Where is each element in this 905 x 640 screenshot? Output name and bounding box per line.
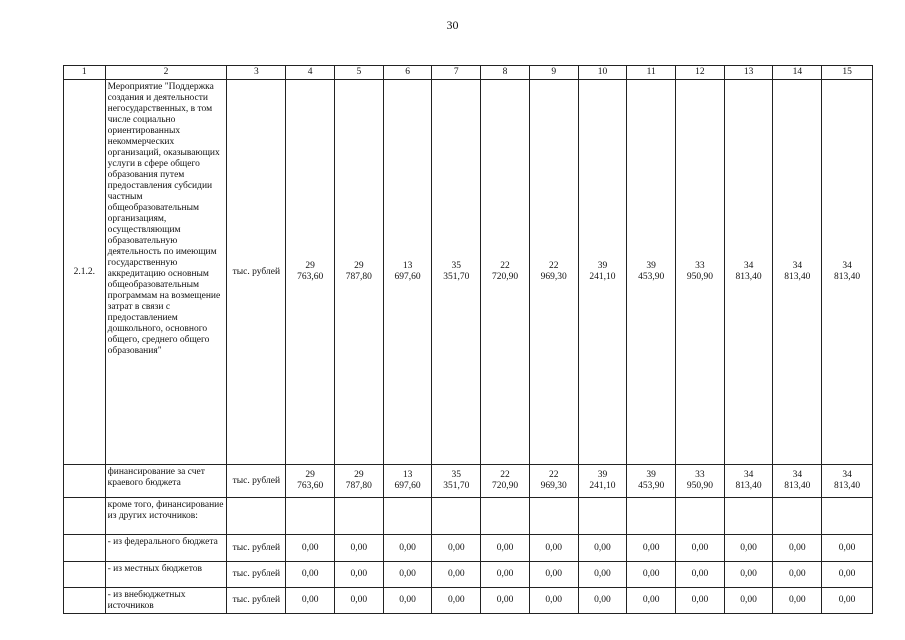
extrabudgetary-row [64, 588, 873, 614]
amount-remainder: 813,40 [735, 272, 762, 282]
amount-remainder: 787,80 [345, 272, 372, 282]
amount-cell [724, 80, 773, 465]
amount-thousands: 39 [646, 261, 656, 271]
amount-cell [481, 465, 530, 498]
amount-cell [383, 465, 432, 498]
amount-cell: 0,00 [286, 588, 335, 614]
amount-thousands: 34 [842, 261, 852, 271]
amount-cell [481, 80, 530, 465]
column-number-header: 1 [64, 66, 106, 80]
federal-budget-row [64, 535, 873, 562]
amount-cell: 0,00 [529, 588, 578, 614]
column-number-header: 5 [334, 66, 383, 80]
federal-budget-label: - из федерального бюджета [105, 535, 227, 562]
amount-thousands: 34 [792, 261, 803, 271]
unit-cell: тыс. рублей [227, 588, 286, 614]
column-number-header: 7 [432, 66, 481, 80]
amount-cell: 0,00 [383, 588, 432, 614]
extrabudgetary-label: - из внебюджетных источников [105, 588, 227, 614]
amount-cell [286, 80, 335, 465]
empty-cell [529, 498, 578, 535]
amount-cell: 0,00 [627, 562, 676, 588]
amount-cell [627, 80, 676, 465]
amount-remainder: 697,60 [394, 481, 421, 491]
column-number-header: 8 [481, 66, 530, 80]
local-budget-label: - из местных бюджетов [105, 562, 227, 588]
krai-budget-label: финансирование за счет краевого бюджета [105, 465, 227, 498]
amount-cell: 0,00 [822, 562, 873, 588]
row-code: 2.1.2. [64, 80, 106, 465]
column-number-header: 10 [578, 66, 627, 80]
amount-thousands: 39 [597, 470, 608, 480]
unit-cell: тыс. рублей [227, 465, 286, 498]
amount-cell: 0,00 [481, 535, 530, 562]
empty-cell [64, 588, 106, 614]
amount-cell: 0,00 [627, 588, 676, 614]
empty-cell [724, 498, 773, 535]
amount-cell: 0,00 [676, 535, 725, 562]
amount-remainder: 453,90 [638, 272, 665, 282]
column-number-header: 4 [286, 66, 335, 80]
amount-remainder: 950,90 [686, 481, 713, 491]
empty-cell [481, 498, 530, 535]
amount-remainder: 697,60 [394, 272, 421, 282]
amount-remainder: 969,30 [540, 272, 567, 282]
amount-cell [383, 80, 432, 465]
amount-thousands: 22 [500, 470, 510, 480]
amount-cell [773, 80, 822, 465]
amount-cell: 0,00 [383, 562, 432, 588]
budget-table [63, 65, 873, 614]
amount-cell: 0,00 [773, 535, 822, 562]
amount-cell: 0,00 [529, 562, 578, 588]
amount-cell [334, 465, 383, 498]
amount-thousands: 29 [305, 470, 315, 480]
amount-cell: 0,00 [724, 588, 773, 614]
amount-thousands: 39 [597, 261, 608, 271]
column-number-header: 12 [676, 66, 725, 80]
amount-remainder: 763,60 [297, 272, 324, 282]
amount-remainder: 787,80 [345, 481, 372, 491]
empty-cell [227, 498, 286, 535]
amount-cell [676, 465, 725, 498]
amount-remainder: 720,90 [491, 481, 519, 491]
amount-cell [773, 465, 822, 498]
amount-cell [822, 80, 873, 465]
amount-cell: 0,00 [432, 588, 481, 614]
amount-cell [676, 80, 725, 465]
empty-cell [432, 498, 481, 535]
page-number: 30 [446, 18, 459, 32]
empty-cell [773, 498, 822, 535]
amount-cell [627, 465, 676, 498]
empty-cell [383, 498, 432, 535]
amount-thousands: 34 [743, 470, 754, 480]
empty-cell [64, 562, 106, 588]
amount-cell: 0,00 [676, 562, 725, 588]
other-sources-label: кроме того, финансирование из других источников: [105, 498, 227, 535]
amount-cell [822, 465, 873, 498]
amount-cell: 0,00 [724, 562, 773, 588]
amount-thousands: 33 [695, 261, 705, 271]
amount-remainder: 950,90 [686, 272, 713, 282]
amount-cell: 0,00 [724, 535, 773, 562]
amount-remainder: 720,90 [491, 272, 519, 282]
amount-cell: 0,00 [286, 562, 335, 588]
amount-remainder: 763,60 [297, 481, 324, 491]
measure-row [64, 80, 873, 465]
column-number-header: 14 [773, 66, 822, 80]
amount-thousands: 29 [354, 470, 364, 480]
amount-remainder: 813,40 [834, 272, 861, 282]
amount-remainder: 241,10 [589, 272, 616, 282]
empty-cell [676, 498, 725, 535]
empty-cell [286, 498, 335, 535]
empty-cell [822, 498, 873, 535]
amount-cell: 0,00 [773, 562, 822, 588]
amount-remainder: 813,40 [735, 481, 762, 491]
amount-thousands: 29 [354, 261, 364, 271]
amount-cell: 0,00 [529, 535, 578, 562]
unit-cell: тыс. рублей [227, 80, 286, 465]
local-budget-row [64, 562, 873, 588]
krai-budget-row [64, 465, 873, 498]
amount-cell [724, 465, 773, 498]
amount-cell [529, 80, 578, 465]
amount-thousands: 35 [451, 470, 462, 480]
column-number-header: 6 [383, 66, 432, 80]
amount-thousands: 13 [402, 261, 413, 271]
column-number-header: 11 [627, 66, 676, 80]
empty-cell [64, 535, 106, 562]
amount-thousands: 29 [305, 261, 315, 271]
column-number-header: 15 [822, 66, 873, 80]
amount-cell: 0,00 [822, 588, 873, 614]
empty-cell [627, 498, 676, 535]
amount-remainder: 813,40 [784, 481, 811, 491]
amount-cell: 0,00 [432, 562, 481, 588]
empty-cell [334, 498, 383, 535]
header-row [64, 66, 873, 80]
empty-cell [64, 465, 106, 498]
amount-thousands: 22 [548, 470, 559, 480]
amount-thousands: 35 [451, 261, 462, 271]
amount-thousands: 22 [500, 261, 510, 271]
amount-remainder: 351,70 [443, 272, 470, 282]
amount-cell [578, 80, 627, 465]
amount-cell: 0,00 [334, 588, 383, 614]
amount-cell: 0,00 [383, 535, 432, 562]
measure-description: Мероприятие "Поддержка создания и деятельности негосударственных, в том числе социально ориентированных некоммерческих организаций, оказывающих услуги в сфере общего образования путем предоставления субсидии частным общеобразовательным организациям, осуществляющим образовательную деятельность по имеющим государственную аккредитацию основным общеобразовательным программам на возмещение затрат в связи с предоставлением дошкольного, основного общего, среднего общего образования" [105, 80, 227, 465]
amount-cell [578, 465, 627, 498]
empty-cell [578, 498, 627, 535]
column-number-header: 13 [724, 66, 773, 80]
amount-cell [529, 465, 578, 498]
amount-cell: 0,00 [481, 562, 530, 588]
unit-cell: тыс. рублей [227, 562, 286, 588]
amount-cell: 0,00 [822, 535, 873, 562]
other-sources-row [64, 498, 873, 535]
amount-cell: 0,00 [773, 588, 822, 614]
amount-thousands: 34 [792, 470, 803, 480]
amount-thousands: 33 [695, 470, 705, 480]
amount-thousands: 39 [646, 470, 656, 480]
amount-cell: 0,00 [481, 588, 530, 614]
amount-cell [432, 80, 481, 465]
empty-cell [64, 498, 106, 535]
amount-cell: 0,00 [432, 535, 481, 562]
amount-remainder: 813,40 [784, 272, 811, 282]
amount-cell: 0,00 [578, 562, 627, 588]
amount-thousands: 13 [402, 470, 413, 480]
amount-thousands: 22 [548, 261, 559, 271]
amount-cell: 0,00 [334, 535, 383, 562]
column-number-header: 3 [227, 66, 286, 80]
amount-cell: 0,00 [627, 535, 676, 562]
amount-cell: 0,00 [578, 588, 627, 614]
amount-remainder: 241,10 [589, 481, 616, 491]
amount-thousands: 34 [743, 261, 754, 271]
amount-thousands: 34 [842, 470, 852, 480]
column-number-header: 9 [529, 66, 578, 80]
amount-cell [334, 80, 383, 465]
amount-cell: 0,00 [578, 535, 627, 562]
unit-cell: тыс. рублей [227, 535, 286, 562]
amount-remainder: 351,70 [443, 481, 470, 491]
column-number-header: 2 [105, 66, 227, 80]
amount-remainder: 813,40 [834, 481, 861, 491]
amount-cell [286, 465, 335, 498]
amount-remainder: 453,90 [638, 481, 665, 491]
amount-cell: 0,00 [286, 535, 335, 562]
amount-remainder: 969,30 [540, 481, 567, 491]
amount-cell: 0,00 [676, 588, 725, 614]
amount-cell: 0,00 [334, 562, 383, 588]
amount-cell [432, 465, 481, 498]
